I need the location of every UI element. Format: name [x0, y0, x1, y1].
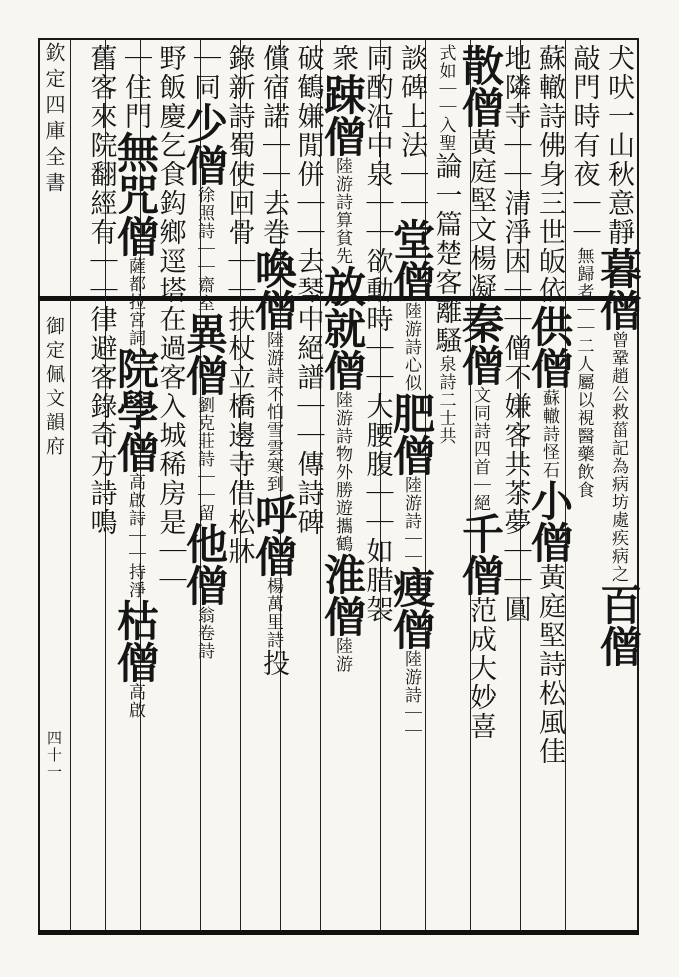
text-segment: 詩碑 — [292, 479, 324, 537]
headword: 小僧 — [525, 479, 574, 563]
text-segment: 范成大妙喜 — [465, 596, 496, 741]
text-segment: 蘇轍詩怪石 — [539, 389, 559, 479]
folio-number: 四十一 — [45, 730, 63, 781]
text-segment: 敲門時有夜｜｜ — [568, 44, 600, 247]
text-segment: 舊客來 — [85, 44, 117, 131]
text-segment: 陸游詩心似 — [401, 302, 421, 392]
headword: 無咒僧 — [111, 131, 160, 257]
headword: 呼僧 — [249, 493, 298, 577]
headword: 瘦僧 — [387, 566, 436, 650]
headword: 踈僧 — [318, 73, 367, 157]
headword: 千僧 — [456, 512, 505, 596]
headword: 放就僧 — [318, 265, 367, 391]
headword: 異僧 — [180, 312, 229, 396]
text-segment: 房是｜｜ — [154, 479, 186, 595]
text-segment: 無歸者｜｜二人屬以視醫藥飲食 — [573, 247, 594, 499]
text-segment: ｜｜大腰腹 — [361, 334, 393, 479]
text-segment: 償宿諾｜｜去巻 — [258, 44, 289, 247]
column-rule — [70, 40, 71, 931]
text-segment: 蘇轍詩佛身三世皈依 — [534, 44, 565, 305]
headword: 秦僧 — [456, 302, 505, 386]
text-segment: 論一篇楚客離騷 — [430, 152, 462, 355]
margin-title: 欽定四庫全書 — [42, 42, 66, 198]
text-segment: 黃庭堅文楊凝 — [465, 128, 496, 302]
text-segment: 寺借松牀 — [223, 450, 255, 566]
text-segment: 式如｜｜入聖 — [435, 44, 456, 152]
headword: 肥僧 — [387, 392, 436, 476]
headword: 堂僧 — [387, 218, 436, 302]
text-segment: ｜｜僧不嫌 — [499, 276, 531, 421]
headword: 喚僧 — [249, 247, 298, 331]
text-segment: 陸游詩物外勝遊攜鶴 — [332, 391, 352, 553]
text-segment: 錄新詩蜀使回 — [223, 44, 255, 218]
text-segment: 院翻經有｜｜ — [85, 131, 117, 305]
headword: 他僧 — [180, 522, 229, 606]
text-segment: 同酌沿中泉 — [361, 44, 393, 189]
headword: 供僧 — [525, 305, 574, 389]
text-segment: 破 — [292, 44, 324, 73]
text-segment: 徐照詩｜｜齋室 — [194, 186, 214, 312]
text-segment: 鶴嫌閒併｜｜ — [292, 73, 324, 247]
text-segment: 楊萬里詩 — [263, 577, 283, 649]
text-segment: 翁卷詩 — [194, 606, 214, 660]
text-segment: 泉詩二士共 — [435, 355, 456, 445]
text-segment: ｜｜如腊袈 — [361, 479, 393, 624]
text-segment: 客共茶夢｜｜圓 — [499, 421, 531, 624]
text-segment: 黃庭堅詩松風佳 — [534, 563, 565, 766]
text-segment: 高啟詩｜｜持淨 — [125, 473, 145, 599]
text-segment: 犬吠一山秋意靜 — [603, 44, 634, 247]
headword: 少僧 — [180, 102, 229, 186]
headword: 枯僧 — [111, 599, 160, 683]
headword: 散僧 — [456, 44, 505, 128]
margin-book-title: 御定佩文韻府 — [43, 316, 65, 460]
text-segment: ｜住門 — [120, 44, 151, 131]
headword: 暮僧 — [594, 247, 643, 331]
text-segment: 投 — [258, 649, 289, 678]
text-segment: 陸游詩｜｜ — [401, 476, 421, 566]
text-column — [78, 44, 124, 537]
text-segment: 薩都拉宮詞 — [125, 257, 145, 347]
text-segment: 陸游詩｜｜ — [401, 650, 421, 740]
text-segment: 骨｜｜扶杖立橋邊 — [223, 218, 255, 450]
text-segment: 高啟 — [125, 683, 145, 719]
bottom-border — [38, 930, 639, 935]
text-segment: 塔在過客入城稀 — [154, 276, 186, 479]
text-segment: 去琴中絕譜｜｜傳 — [292, 247, 324, 479]
text-segment: 地隣寺｜｜清淨因 — [499, 44, 531, 276]
text-segment: 文同詩四首｜絕 — [470, 386, 490, 512]
headword: 百僧 — [594, 583, 643, 667]
text-segment: 談碑上法｜｜ — [396, 44, 427, 218]
headword: 院學僧 — [111, 347, 160, 473]
text-segment: 劉克莊詩｜｜留 — [194, 396, 214, 522]
text-segment: 野飯 — [154, 44, 186, 102]
text-segment: ｜同 — [189, 44, 220, 102]
text-segment: 曾鞏趙公救菑記為病坊處疾病之 — [608, 331, 628, 583]
text-segment: 衆 — [327, 44, 358, 73]
text-segment: 陸游詩算貧先 — [332, 157, 352, 265]
text-segment: 陸游詩不怕雪雲寒到 — [263, 331, 283, 493]
text-segment: 慶乞食鈎鄉逕 — [154, 102, 186, 276]
text-segment: 詩鳴 — [85, 479, 117, 537]
text-segment: 律避客錄奇方 — [85, 305, 117, 479]
text-segment: ｜｜欲動時 — [361, 189, 393, 334]
headword: 淮僧 — [318, 553, 367, 637]
text-segment: 陸游 — [332, 637, 352, 673]
